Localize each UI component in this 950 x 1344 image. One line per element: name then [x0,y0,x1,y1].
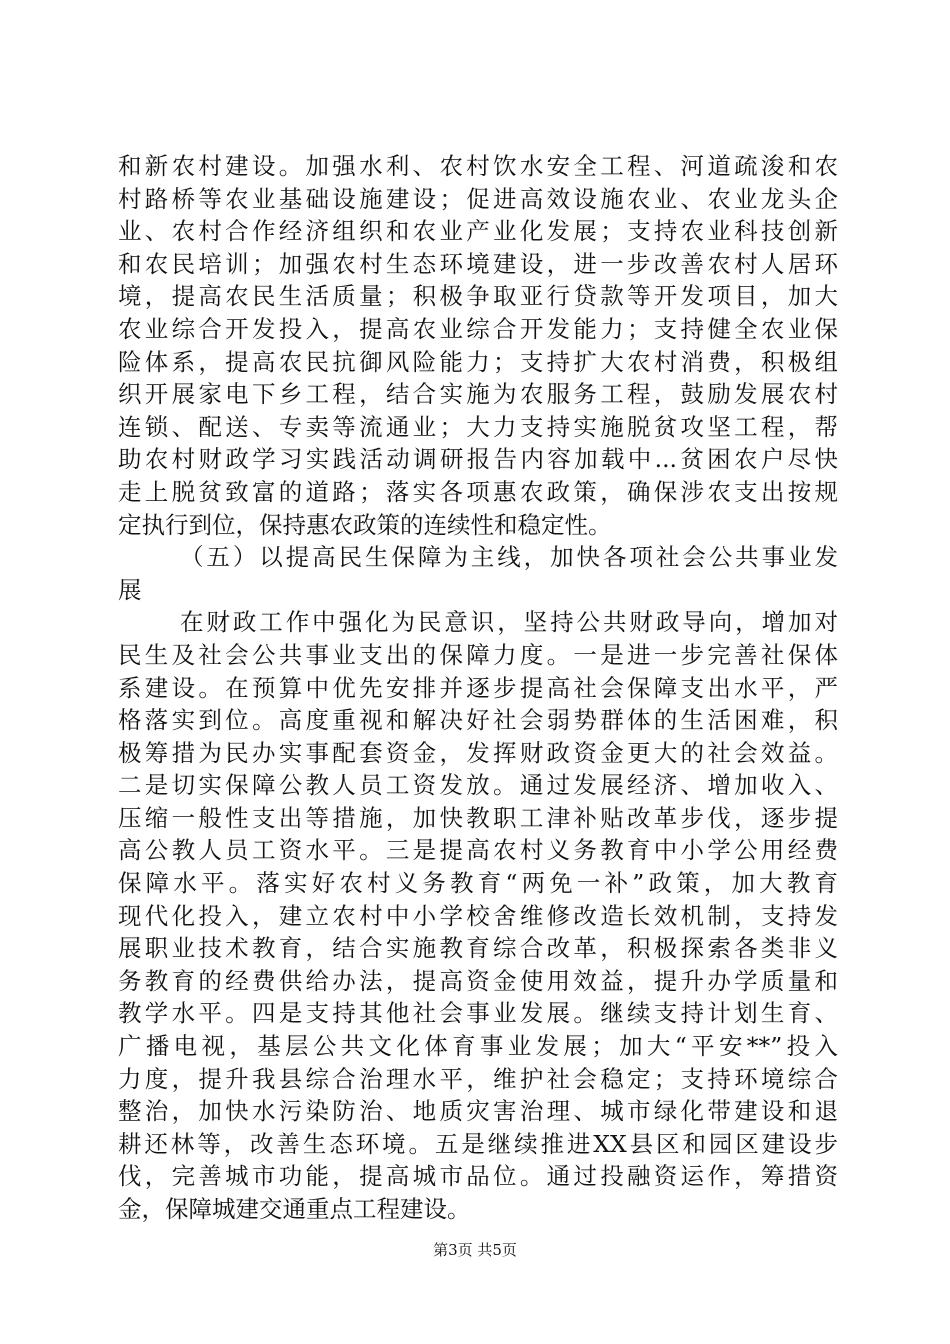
text-line: 教学水平。四是支持其他社会事业发展。继续支持计划生育、 [118,999,838,1028]
text-line: 整治，加快水污染防治、地质灾害治理、城市绿化带建设和退 [118,1097,838,1126]
text-line: 险体系，提高农民抗御风险能力；支持扩大农村消费，积极组 [118,347,838,376]
text-line: 民生及社会公共事业支出的保障力度。一是进一步完善社保体 [118,640,838,669]
text-line: 定执行到位，保持惠农政策的连续性和稳定性。 [118,510,612,539]
text-line: 展职业技术教育，结合实施教育综合改革，积极探索各类非义 [118,934,838,963]
section-heading-continuation: 展 [118,575,142,604]
text-line: 境，提高农民生活质量；积极争取亚行贷款等开发项目，加大 [118,282,838,311]
paragraph-start: 在财政工作中强化为民意识，坚持公共财政导向，增加对 [180,608,838,637]
text-line: 系建设。在预算中优先安排并逐步提高社会保障支出水平，严 [118,673,838,702]
text-line: 走上脱贫致富的道路；落实各项惠农政策，确保涉农支出按规 [118,477,838,506]
text-line: 业、农村合作经济组织和农业产业化发展；支持农业科技创新 [118,217,838,246]
text-line: 广播电视，基层公共文化体育事业发展；加大“平安**”投入 [118,1032,838,1061]
text-line: 高公教人员工资水平。三是提高农村义务教育中小学公用经费 [118,836,838,865]
text-line: 农业综合开发投入，提高农业综合开发能力；支持健全农业保 [118,314,838,343]
text-line: 保障水平。落实好农村义务教育“两免一补”政策，加大教育 [118,869,838,898]
text-line: 伐，完善城市功能，提高城市品位。通过投融资运作，筹措资 [118,1162,838,1191]
text-line: 和新农村建设。加强水利、农村饮水安全工程、河道疏浚和农 [118,152,838,180]
document-body [118,150,838,1226]
text-line: 二是切实保障公教人员工资发放。通过发展经济、增加收入、 [118,771,838,800]
section-heading: （五）以提高民生保障为主线，加快各项社会公共事业发 [180,543,838,572]
text-line: 织开展家电下乡工程，结合实施为农服务工程，鼓励发展农村 [118,380,838,409]
text-line: 现代化投入，建立农村中小学校舍维修改造长效机制，支持发 [118,901,838,930]
text-line: 格落实到位。高度重视和解决好社会弱势群体的生活困难，积 [118,706,838,735]
text-line: 助农村财政学习实践活动调研报告内容加载中...贫困农户尽快 [118,445,838,474]
text-line: 金，保障城建交通重点工程建设。 [118,1195,471,1223]
text-line: 务教育的经费供给办法，提高资金使用效益，提升办学质量和 [118,966,838,995]
text-line: 和农民培训；加强农村生态环境建设，进一步改善农村人居环 [118,249,838,278]
text-line: 耕还林等，改善生态环境。五是继续推进XX县区和园区建设步 [118,1129,838,1158]
text-line: 连锁、配送、专卖等流通业；大力支持实施脱贫攻坚工程，帮 [118,412,838,441]
text-line: 极筹措为民办实事配套资金，发挥财政资金更大的社会效益。 [118,738,838,767]
text-line: 力度，提升我县综合治理水平，维护社会稳定；支持环境综合 [118,1064,838,1093]
page-number-footer: 第3页 共5页 [433,1241,517,1259]
text-line: 村路桥等农业基础设施建设；促进高效设施农业、农业龙头企 [118,184,838,213]
text-line: 压缩一般性支出等措施，加快教职工津补贴改革步伐，逐步提 [118,803,838,832]
